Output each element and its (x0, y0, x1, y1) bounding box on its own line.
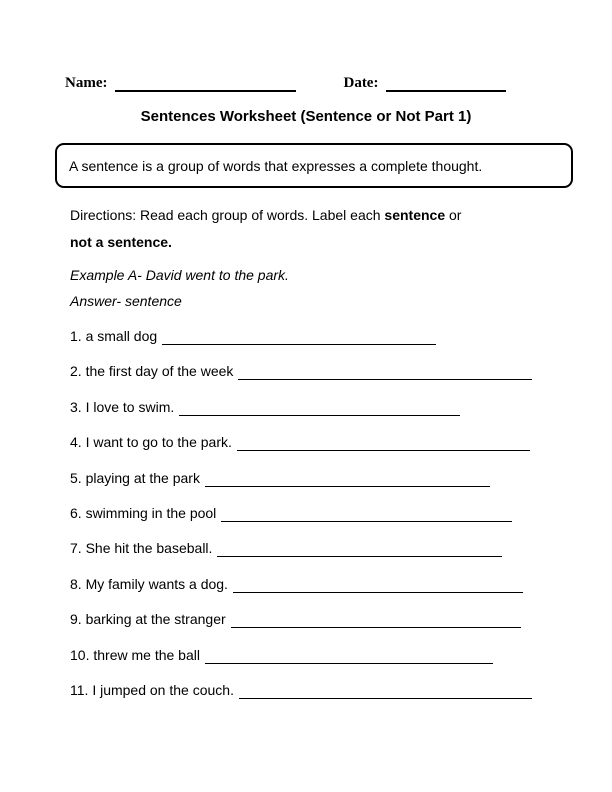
name-blank-line (115, 76, 296, 92)
item-text: 6. swimming in the pool (70, 504, 217, 521)
item-text: 8. My family wants a dog. (70, 575, 228, 592)
item-text: 7. She hit the baseball. (70, 540, 213, 557)
page-title: Sentences Worksheet (Sentence or Not Part 1) (140, 108, 472, 125)
worksheet-item (70, 575, 523, 593)
answer-blank-line (221, 505, 512, 522)
worksheet-item (70, 362, 532, 380)
date-label: Date: (343, 75, 379, 91)
item-text: 11. I jumped on the couch. (70, 681, 234, 698)
example-line-1: Example A- David went to the park. (70, 267, 289, 283)
worksheet-item (70, 646, 493, 664)
item-text: 9. barking at the stranger (70, 611, 226, 628)
directions-bold-not-a-sentence: not a sentence. (70, 234, 172, 250)
answer-blank-line (237, 434, 530, 451)
worksheet-item (70, 539, 502, 557)
answer-blank-line (217, 540, 502, 557)
answer-blank-line (238, 363, 532, 380)
worksheet-item (70, 681, 532, 699)
worksheet-item (70, 469, 490, 487)
item-text: 1. a small dog (70, 328, 158, 344)
answer-blank-line (205, 647, 493, 664)
item-text: 10. threw me the ball (70, 646, 200, 663)
answer-blank-line (205, 470, 490, 487)
item-text: 4. I want to go to the park. (70, 434, 232, 451)
example-line-2: Answer- sentence (70, 293, 182, 309)
item-text: 5. playing at the park (70, 469, 200, 486)
worksheet-item (70, 327, 436, 345)
answer-blank-line (179, 399, 460, 416)
worksheet-item (70, 504, 512, 522)
directions-text (70, 202, 540, 256)
answer-blank-line (239, 682, 532, 699)
definition-box (55, 143, 573, 188)
example-block (70, 262, 289, 314)
definition-text: A sentence is a group of words that expresses a complete thought. (69, 157, 483, 174)
worksheet-item (70, 398, 460, 416)
item-list (70, 327, 532, 716)
directions-bold-sentence: sentence (384, 207, 446, 223)
name-label: Name: (65, 75, 108, 91)
worksheet-item (70, 610, 521, 628)
date-blank-line (386, 76, 506, 92)
directions-part2: or (445, 207, 462, 223)
header (65, 74, 506, 92)
answer-blank-line (162, 328, 436, 345)
item-text: 3. I love to swim. (70, 398, 175, 415)
item-text: 2. the first day of the week (70, 363, 234, 380)
worksheet-item (70, 433, 530, 451)
answer-blank-line (231, 611, 521, 628)
answer-blank-line (233, 576, 523, 593)
directions-part1: Directions: Read each group of words. Label each (70, 207, 385, 223)
